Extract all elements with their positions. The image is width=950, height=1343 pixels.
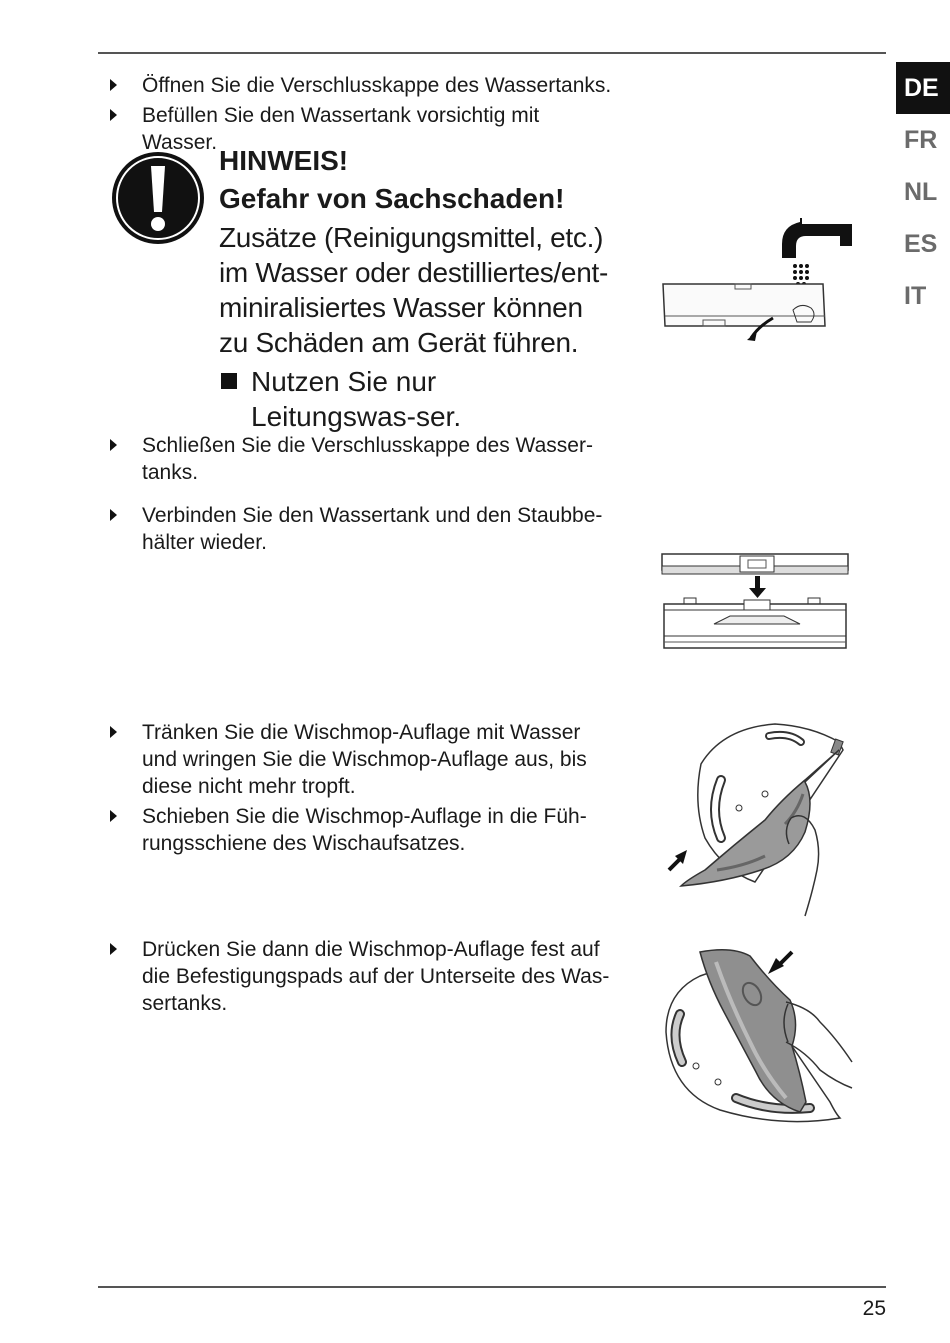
lang-tab-fr[interactable]: FR xyxy=(904,126,938,154)
bullet-arrow-icon xyxy=(110,509,117,521)
lang-tab-nl[interactable]: NL xyxy=(904,178,938,206)
notice-title: HINWEIS! xyxy=(219,145,349,176)
step-text: Verbinden Sie den Wassertank und den Staubbe-hälter wieder. xyxy=(142,504,603,554)
top-rule xyxy=(98,52,886,54)
bottom-rule xyxy=(98,1286,886,1288)
bullet-arrow-icon xyxy=(110,726,117,738)
step-open-cap xyxy=(110,72,615,99)
notice-item-text: Nutzen Sie nur Leitungswas-ser. xyxy=(251,366,462,432)
bullet-arrow-icon xyxy=(110,439,117,451)
bullet-arrow-icon xyxy=(110,810,117,822)
step-text: Drücken Sie dann die Wischmop-Auflage fest auf die Befestigungspads auf der Unterseite des Was-sertanks. xyxy=(142,938,610,1015)
notice-subtitle: Gefahr von Sachschaden! xyxy=(219,183,565,214)
step-text: Befüllen Sie den Wassertank vorsichtig mit Wasser. xyxy=(142,104,540,154)
lang-tab-de[interactable]: DE xyxy=(896,62,950,114)
step-connect xyxy=(110,502,610,556)
step-slide xyxy=(110,803,610,857)
page-number: 25 xyxy=(862,1297,886,1320)
notice-item xyxy=(219,364,596,434)
lang-tab-it[interactable]: IT xyxy=(904,282,927,310)
faucet-filling-tank-icon xyxy=(655,212,855,342)
step-soak xyxy=(110,719,610,800)
notice-body: Zusätze (Reinigungsmittel, etc.) im Wasser oder destilliertes/ent-miniralisiertes Wasser können zu Schäden am Gerät führen. xyxy=(219,222,608,358)
notice-block xyxy=(219,142,619,434)
square-bullet-icon xyxy=(221,373,237,389)
exclamation-icon xyxy=(110,150,206,246)
step-text: Öffnen Sie die Verschlusskappe des Wassertanks. xyxy=(142,74,612,97)
step-text: Schieben Sie die Wischmop-Auflage in die Füh-rungsschiene des Wischaufsatzes. xyxy=(142,805,587,855)
lang-tab-es[interactable]: ES xyxy=(904,230,938,258)
mop-press-icon xyxy=(660,942,855,1127)
bullet-arrow-icon xyxy=(110,109,117,121)
bullet-arrow-icon xyxy=(110,79,117,91)
mop-slide-icon xyxy=(665,720,850,918)
step-text: Tränken Sie die Wischmop-Auflage mit Wasser und wringen Sie die Wischmop-Auflage aus, bis diese nicht mehr tropft. xyxy=(142,721,587,798)
language-tabs xyxy=(896,62,950,322)
step-text: Schließen Sie die Verschlusskappe des Wasser-tanks. xyxy=(142,434,593,484)
tank-connect-icon xyxy=(658,548,854,656)
bullet-arrow-icon xyxy=(110,943,117,955)
step-press xyxy=(110,936,610,1017)
step-close-cap xyxy=(110,432,610,486)
